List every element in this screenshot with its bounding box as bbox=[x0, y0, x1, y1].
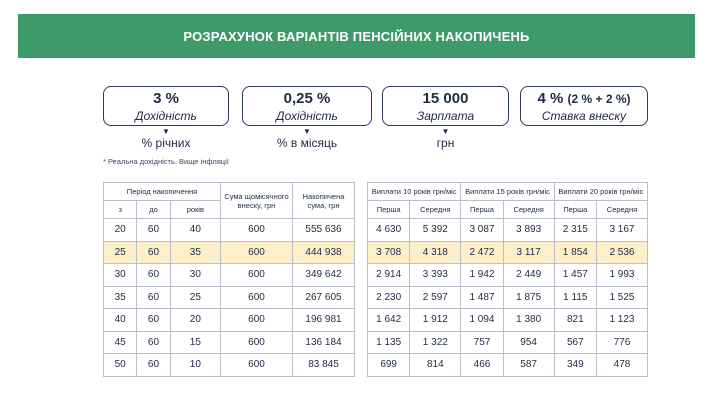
table-cell: 40 bbox=[104, 309, 137, 332]
arrow-down-icon: ▼ bbox=[303, 127, 311, 136]
table-cell: 2 914 bbox=[368, 264, 410, 287]
table-row bbox=[104, 309, 355, 332]
param-value: 15 000 bbox=[422, 90, 469, 107]
table-cell: 196 981 bbox=[293, 309, 355, 332]
param-label: Дохідність bbox=[276, 109, 338, 123]
table-row bbox=[104, 264, 355, 287]
header-average: Середня bbox=[503, 201, 554, 219]
table-cell: 555 636 bbox=[293, 219, 355, 242]
table-cell: 349 bbox=[554, 354, 596, 377]
param-caption: ▼ % річних bbox=[103, 127, 229, 150]
header-first: Перша bbox=[368, 201, 410, 219]
table-cell: 50 bbox=[104, 354, 137, 377]
table-cell: 587 bbox=[503, 354, 554, 377]
table-cell: 600 bbox=[221, 331, 293, 354]
payouts-table bbox=[367, 182, 648, 377]
table-row bbox=[104, 354, 355, 377]
table-row bbox=[104, 219, 355, 242]
table-cell: 1 525 bbox=[596, 286, 647, 309]
table-cell: 2 536 bbox=[596, 241, 647, 264]
table-cell: 136 184 bbox=[293, 331, 355, 354]
param-box-salary bbox=[382, 86, 509, 126]
table-cell: 45 bbox=[104, 331, 137, 354]
table-cell: 15 bbox=[170, 331, 220, 354]
table-cell: 3 087 bbox=[461, 219, 503, 242]
table-cell: 478 bbox=[596, 354, 647, 377]
table-cell: 954 bbox=[503, 331, 554, 354]
table-cell: 600 bbox=[221, 264, 293, 287]
table-cell: 20 bbox=[104, 219, 137, 242]
param-caption: ▼ грн bbox=[382, 127, 509, 150]
param-label: Зарплата bbox=[416, 109, 475, 123]
table-cell: 25 bbox=[104, 241, 137, 264]
header-from: з bbox=[104, 201, 137, 219]
table-cell: 1 993 bbox=[596, 264, 647, 287]
header-to: до bbox=[137, 201, 170, 219]
table-cell: 4 630 bbox=[368, 219, 410, 242]
param-label: Ставка внеску bbox=[541, 109, 627, 123]
table-cell: 60 bbox=[137, 354, 170, 377]
table-row bbox=[368, 309, 648, 332]
param-box-annual-yield bbox=[103, 86, 229, 126]
param-value: 3 % bbox=[153, 90, 179, 107]
header-period: Період накопичення bbox=[104, 183, 221, 201]
page-title: РОЗРАХУНОК ВАРІАНТІВ ПЕНСІЙНИХ НАКОПИЧЕНЬ bbox=[183, 28, 530, 44]
header-average: Середня bbox=[596, 201, 647, 219]
table-cell: 5 392 bbox=[410, 219, 461, 242]
table-cell: 1 135 bbox=[368, 331, 410, 354]
table-cell: 267 605 bbox=[293, 286, 355, 309]
table-cell: 30 bbox=[170, 264, 220, 287]
table-cell: 40 bbox=[170, 219, 220, 242]
table-cell: 1 642 bbox=[368, 309, 410, 332]
table-cell: 2 315 bbox=[554, 219, 596, 242]
param-caption: ▼ % в місяць bbox=[242, 127, 372, 150]
table-cell: 3 167 bbox=[596, 219, 647, 242]
header-payout-15: Виплати 15 років грн/міс bbox=[461, 183, 554, 201]
title-banner bbox=[18, 14, 695, 58]
table-cell: 30 bbox=[104, 264, 137, 287]
header-first: Перша bbox=[554, 201, 596, 219]
header-payout-10: Виплати 10 років грн/міс bbox=[368, 183, 461, 201]
table-cell: 1 457 bbox=[554, 264, 596, 287]
footnote: * Реальна дохідність. Вище інфляції bbox=[103, 157, 229, 166]
table-cell: 821 bbox=[554, 309, 596, 332]
table-cell: 814 bbox=[410, 354, 461, 377]
header-average: Середня bbox=[410, 201, 461, 219]
table-cell: 600 bbox=[221, 354, 293, 377]
table-cell: 466 bbox=[461, 354, 503, 377]
table-cell: 1 487 bbox=[461, 286, 503, 309]
table-cell: 60 bbox=[137, 264, 170, 287]
arrow-down-icon: ▼ bbox=[441, 127, 450, 136]
table-cell: 600 bbox=[221, 286, 293, 309]
header-accumulated: Накопичена сума, грн bbox=[293, 183, 355, 219]
table-cell: 20 bbox=[170, 309, 220, 332]
table-cell: 3 708 bbox=[368, 241, 410, 264]
table-row bbox=[368, 219, 648, 242]
table-cell: 600 bbox=[221, 309, 293, 332]
table-row bbox=[104, 241, 355, 264]
table-row bbox=[104, 286, 355, 309]
param-box-monthly-yield bbox=[242, 86, 372, 126]
header-payout-20: Виплати 20 років грн/міс bbox=[554, 183, 647, 201]
table-cell: 25 bbox=[170, 286, 220, 309]
param-value: 4 % (2 % + 2 %) bbox=[537, 90, 631, 107]
table-cell: 1 942 bbox=[461, 264, 503, 287]
table-cell: 35 bbox=[104, 286, 137, 309]
table-cell: 60 bbox=[137, 309, 170, 332]
param-label: Дохідність bbox=[135, 109, 197, 123]
table-cell: 699 bbox=[368, 354, 410, 377]
table-cell: 567 bbox=[554, 331, 596, 354]
table-cell: 2 449 bbox=[503, 264, 554, 287]
table-cell: 444 938 bbox=[293, 241, 355, 264]
header-first: Перша bbox=[461, 201, 503, 219]
table-cell: 1 115 bbox=[554, 286, 596, 309]
table-cell: 600 bbox=[221, 241, 293, 264]
table-cell: 3 893 bbox=[503, 219, 554, 242]
table-cell: 10 bbox=[170, 354, 220, 377]
table-cell: 1 875 bbox=[503, 286, 554, 309]
table-cell: 2 597 bbox=[410, 286, 461, 309]
table-cell: 60 bbox=[137, 331, 170, 354]
table-cell: 3 393 bbox=[410, 264, 461, 287]
table-cell: 1 123 bbox=[596, 309, 647, 332]
table-cell: 60 bbox=[137, 286, 170, 309]
param-box-contribution-rate bbox=[520, 86, 648, 126]
header-contribution: Сума щомісячного внеску, грн bbox=[221, 183, 293, 219]
table-cell: 1 380 bbox=[503, 309, 554, 332]
table-row bbox=[104, 331, 355, 354]
header-years: років bbox=[170, 201, 220, 219]
table-cell: 2 230 bbox=[368, 286, 410, 309]
table-cell: 4 318 bbox=[410, 241, 461, 264]
table-cell: 35 bbox=[170, 241, 220, 264]
table-cell: 60 bbox=[137, 241, 170, 264]
arrow-down-icon: ▼ bbox=[162, 127, 170, 136]
table-row bbox=[368, 331, 648, 354]
table-row bbox=[368, 264, 648, 287]
table-cell: 1 912 bbox=[410, 309, 461, 332]
table-cell: 1 094 bbox=[461, 309, 503, 332]
table-cell: 1 854 bbox=[554, 241, 596, 264]
table-row bbox=[368, 241, 648, 264]
table-cell: 2 472 bbox=[461, 241, 503, 264]
param-value: 0,25 % bbox=[283, 90, 331, 107]
table-cell: 776 bbox=[596, 331, 647, 354]
table-cell: 83 845 bbox=[293, 354, 355, 377]
table-cell: 349 642 bbox=[293, 264, 355, 287]
accumulation-table bbox=[103, 182, 355, 377]
table-row bbox=[368, 286, 648, 309]
table-row bbox=[368, 354, 648, 377]
table-cell: 3 117 bbox=[503, 241, 554, 264]
table-cell: 757 bbox=[461, 331, 503, 354]
table-cell: 600 bbox=[221, 219, 293, 242]
table-cell: 60 bbox=[137, 219, 170, 242]
table-cell: 1 322 bbox=[410, 331, 461, 354]
